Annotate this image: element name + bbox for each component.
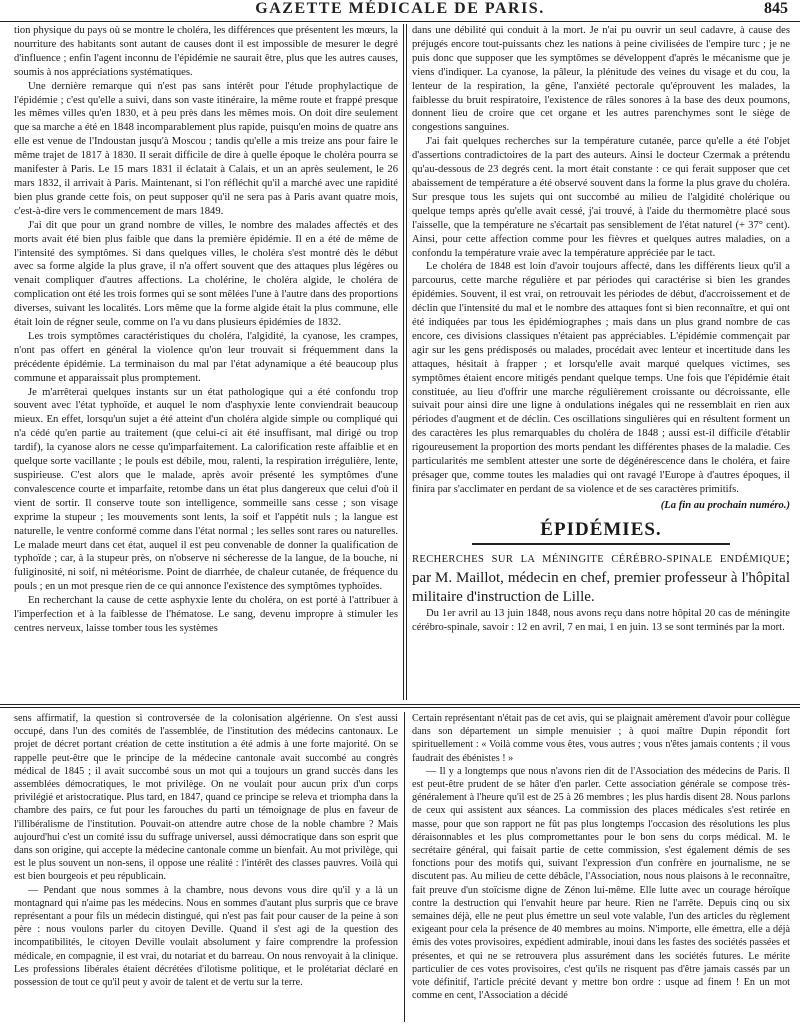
page-number: 845	[764, 0, 788, 17]
paragraph: tion physique du pays où se montre le choléra, les différences que présentent les mœurs, la nourriture des habitants sont autant de causes dont il est impossible de mesurer le degré d'influence ; enfin l'agent inconnu de l'épidémie ne saurait être, plus que les autres causes, soumis à nos appréciations systématiques.	[14, 25, 398, 78]
paragraph: Certain représentant n'était pas de cet avis, qui se plaignait amèrement d'avoir pour collègue dans son département un simple menuisier ; à quoi maître Dupin répondit fort spirituellement : « Voilà comme vous êtes, vous autres ; vous n'êtes jamais contents ; il vous faudrait des ébénistes ! »	[412, 713, 790, 764]
article-title-author: ; par M. Maillot, médecin en chef, premier professeur à l'hôpital militaire d'instruction de Lille.	[412, 549, 790, 605]
horizontal-divider	[0, 704, 800, 705]
paragraph: Le choléra de 1848 est loin d'avoir toujours affecté, dans les différents lieux qu'il a parcourus, cette marche régulière et par périodes qui caractérise si bien les grandes épidémies. Souvent, il est vrai, on retrouvait les périodes de début, d'accroissement et de déclin que l'intensité du mal et le nombre des attaques font si bien reconnaître, et qui ont été indiquées par tous les épidémiographes ; mais dans un plus grand nombre de cas encore, ces divisions classiques n'étaient pas appréciables. L'épidémie commençait par agir sur les gens prédisposés ou malades, procédait avec lenteur et incertitude dans les attaques, hésitait à frapper ; et lorsqu'elle avait marqué quelques victimes, ses symptômes étaient encore mitigés pendant quelque temps. Une fois que l'épidémie était constituée, au lieu d'offrir une marche régulièrement croissante ou décroissante, elle suivait pour ainsi dire une ligne à ondulations inégales qui ne ressemblait en rien aux périodes d'augment et de déclin. Ces oscillations singulières qui en résultent forment un des caractères les plus remarquables du choléra de 1848 ; aussi est-il difficile d'établir rigoureusement la proportion des morts pendant les différentes phases de la maladie. Ces particularités me semblent attester une sorte de dégénérescence dans le choléra, et faire présager que, comme toutes les maladies qui ont ravagé l'Europe à d'autres époques, il finira par s'acclimater en perdant de sa violence et de ses caractères primitifs.	[412, 261, 790, 495]
article-title	[412, 549, 790, 607]
paragraph: dans une débilité qui conduit à la mort. Je n'ai pu ouvrir un seul cadavre, à cause des préjugés encore tout-puissants chez les nations à peine civilisées de l'empire turc ; je ne puis donc que supposer que les symptômes se développent d'après le mécanisme que je viens d'indiquer. La cyanose, la pâleur, la plénitude des veines du visage et du cou, la lenteur de la respiration, la gêne, l'anxiété pectorale qu'éprouvent les malades, la faiblesse du bruit respiratoire, l'existence de râles sonores à la base des deux poumons, donnent lieu de croire que cet organe et les autres parenchymes sont le siège de congestions sanguines.	[412, 25, 790, 134]
header-rule	[0, 21, 800, 22]
page-header	[0, 0, 800, 20]
paragraph: — Pendant que nous sommes à la chambre, nous devons vous dire qu'il y a là un montagnard qui n'aime pas les médecins. Nous en sommes d'autant plus surpris que ce brave représentant a pour fils un médecin distingué, qui n'est pas fait pour causer de la peine à son père : nous voulons parler du citoyen Deville. Quand il s'est agi de la question des incompatibilités, le citoyen Deville voulait absolument y faire comprendre la profession médicale, en compagnie, il est vrai, du notariat et du barreau. On nous renvoyait à la clinique. Les professions libérales étaient décrétées d'ilotisme politique, et le prolétariat déclaré en possession de tout ce qu'il peut y avoir de talent et de vertu sur la terre.	[14, 884, 398, 989]
article-title-caps: RECHERCHES SUR LA MÉNINGITE CÉRÉBRO-SPINALE ENDÉMIQUE	[412, 553, 786, 565]
paragraph: Je m'arrêterai quelques instants sur un état pathologique qui a été confondu trop souvent avec l'état typhoïde, et auquel le nom d'asphyxie lente conviendrait beaucoup mieux. En effet, lorsqu'un sujet a été atteint d'un choléra algide simple ou compliqué qui n'a cédé qu'en partie au traitement (que celui-ci ait été insuffisant, mal dirigé ou trop tardif), la cyanose alors ne cesse qu'imparfaitement. La calorification reste affaiblie et en quelque sorte vacillante ; le pouls est débile, mou, ralenti, la respiration irrégulière, lente, suspirieuse. C'est alors que le malade, après avoir présenté les symptômes d'une convalescence courte et imparfaite, retombe dans un état plus dangereux que celui d'où il vient de sortir. Il conserve toute son intelligence, sommeille sans cesse ; son visage exprime la stupeur ; les mouvements sont lents, la soif et l'appétit nuls ; la langue est naturelle, le ventre conformé comme dans l'état normal ; les selles sont rares ou naturelles. Le malade meurt dans cet état, auquel il est peu convenable de donner la qualification de typhoïde ; car, à la stupeur près, on n'observe ni sécheresse de la langue, de la bouche, ni fuliginosité, ni soif, ni météorisme. Point de diarrhée, de chaleur cutanée, de fréquence du pouls ; en un mot presque rien de ce qui annonce l'existence des symptômes typhoïdes.	[14, 386, 398, 593]
paragraph: Une dernière remarque qui n'est pas sans intérêt pour l'étude prophylactique de l'épidémie ; c'est qu'elle a suivi, dans son vaste itinéraire, la même route et frappé presque les mêmes villes qu'en 1830, et à peu près dans les mêmes mois. On doit dire seulement que sa marche a été en 1848 incomparablement plus rapide, puisqu'en moins de quatre ans elle est venue de l'Indoustan jusqu'à Moscou ; tandis qu'elle a mis treize ans pour faire le même trajet de 1817 à 1830. Il serait difficile de dire à quelle époque le choléra pourra se manifester à Paris. Le 15 mars 1831 il éclatait à Calais, et un an après seulement, le 26 mars 1832, il arrivait à Paris. Maintenant, si l'on réfléchit qu'il a marché avec une rapidité bien plus grande cette fois, on peut supposer qu'il ne sera pas à Paris avant quatre mois, c'est-à-dire vers le commencement de mars 1849.	[14, 80, 398, 217]
paragraph: En recherchant la cause de cette asphyxie lente du choléra, on est porté à l'attribuer à l'imperfection et à la faiblesse de l'hématose. Le sang, devenu impropre à stimuler les centres nerveux, laisse tomber tous les systèmes	[14, 595, 398, 634]
upper-left-column	[14, 24, 398, 700]
paragraph: J'ai dit que pour un grand nombre de villes, le nombre des malades affectés et des morts avait été bien plus faible que dans la première épidémie. Il en a été de même de l'intensité des symptômes. Si dans quelques villes, le choléra s'est montré dès le début avec sa forme algide la plus grave, il n'a offert souvent que des attaques plus légères ou venait compliquer d'autres affections. La cholérine, le choléra algide, le choléra de complication ont été les trois formes qui se sont mêlées l'une à l'autre dans des proportions diverses, suivant les localités. Lors même que la forme algide était la plus commune, elle était loin de régner seule, comme on l'a vu dans plusieurs épidémies de 1832.	[14, 219, 398, 329]
paragraph: — Il y a longtemps que nous n'avons rien dit de l'Association des médecins de Paris. Il est peut-être prudent de se hâter d'en parler. Cette association générale se compose très-généralement à l'heure qu'il est de 25 à 26 membres ; les plus hardis disent 28. Nous parlons de ceux qui assistent aux séances. La commission des places médicales s'est retirée en masse, pour que son rapport ne fût pas plus longtemps l'occasion des résolutions les plus déraisonnables et les plus compromettantes pour le bon sens du corps médical. M. le secrétaire général, qui faisait partie de cette commission, s'est également démis de ses fonctions pour des motifs qui, suivant l'expression d'un confrère en journalisme, ne se discutent pas. Au milieu de cette débâcle, l'Association, nous nous plaisons à le reconnaître, fait preuve d'un stoïcisme digne de Zénon lui-même. Elle lutte avec un courage héroïque contre la destruction qui l'envahit heure par heure. Rien ne l'arrête. Depuis cinq ou six semaines déjà, elle ne peut plus émettre un seul vote valable, l'un des articles du règlement exigeant pour cela la présence de 40 membres au moins. N'importe, elle émettra, elle a déjà émis des votes provisoires, expédient admirable, inoui dans les fastes des sociétés passées et présentes, et qui ne se retrouvera plus assurément dans les sociétés futures. Le mérite particulier de ces votes provisoires, c'est qu'ils ne risquent pas d'être jamais cassés par un vote définitif, l'article précité devant y mettre bon ordre : usque ad finem ! En un mot comme en cent, l'Association a décidé	[412, 765, 790, 1002]
upper-right-column	[412, 24, 790, 700]
article-intro: Du 1er avril au 13 juin 1848, nous avons reçu dans notre hôpital 20 cas de méningite cérébro-spinale, savoir : 12 en avril, 7 en mai, 1 en juin. 13 se sont terminés par la mort.	[412, 607, 790, 633]
lower-right-column	[412, 712, 790, 1022]
paragraph: J'ai fait quelques recherches sur la température cutanée, parce qu'elle a été l'objet d'assertions contradictoires de la part des auteurs. Ainsi le docteur Czermak a prétendu qu'au-dessous de 23 degrés cent. la mort était constante : ce qui ferait supposer que cet abaissement de température a été observé souvent dans la forme la plus grave du choléra. Sur presque tous les sujets qui ont succombé au milieu de l'algidité cholérique ou quelque temps après qu'elle avait cessé, j'ai trouvé, à l'aide du thermomètre placé sous l'aisselle, que la température ne s'écartait pas sensiblement de l'état naturel (+ 37° cent). Ainsi, pour cette affection comme pour les fièvres et quelques autres maladies, on a confondu la température vraie avec la température appréciée par le tact.	[412, 136, 790, 259]
lower-left-column	[14, 712, 398, 1022]
column-divider-upper-2	[406, 24, 407, 700]
continuation-note: (La fin au prochain numéro.)	[660, 499, 790, 511]
column-divider-upper	[403, 24, 404, 700]
journal-title: GAZETTE MÉDICALE DE PARIS.	[255, 0, 545, 17]
paragraph: Les trois symptômes caractéristiques du choléra, l'algidité, la cyanose, les crampes, n'ont pas offert en général la violence qu'on leur trouvait si fréquemment dans la précédente épidémie. La terminaison du mal par l'état adynamique a été beaucoup plus commune et apparaissait plus promptement.	[14, 330, 398, 384]
section-title: ÉPIDÉMIES.	[540, 518, 662, 540]
section-rule	[472, 543, 730, 545]
column-divider-lower	[404, 712, 405, 1022]
horizontal-divider-2	[0, 707, 800, 708]
paragraph: sens affirmatif, la question si controversée de la colonisation algérienne. On s'est aussi occupé, dans l'un des comités de l'assemblée, de l'institution des médecins cantonaux. Le projet de décret portant création de cette institution a été admis à une forte majorité. On se rappelle peut-être que le principe de la médecine cantonale avait succombé au congrès médical de 1845 ; il avait succombé sous un mot qui a toujours un grand succès dans les assemblées démocratiques, le mot privilège. On ne voulait pour aucun prix d'un corps privilégié et aristocratique. Plus tard, en 1847, quand ce principe se releva et triompha dans la chambre des pairs, ce fut pour les farouches du parti un témoignage de plus en faveur de l'illibéralisme de l'institution. Pouvait-on attendre autre chose de la noble chambre ? Mais aujourd'hui c'est un comité issu du suffrage universel, aussi démocratique dans son esprit que dans son origine, qui accepte la médecine cantonale comme un bienfait. Au mot privilège, qui est le plus souvent un non-sens, il oppose une réalité : l'intérêt des classes pauvres. Voilà qui est bien bourgeois et peu républicain.	[14, 713, 398, 883]
